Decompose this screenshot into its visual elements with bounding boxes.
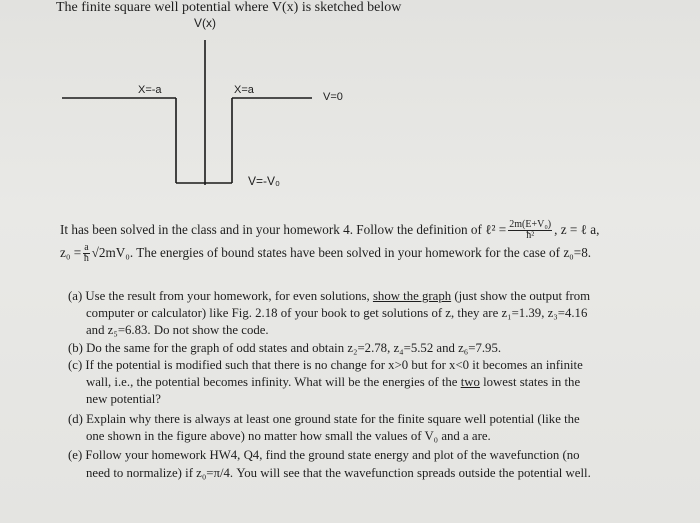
l2-denominator: ħ²: [526, 230, 535, 242]
question-a-text: (a) Use the result from your homework, for even solutions,: [68, 289, 370, 303]
left-edge-label: X=-a: [138, 84, 162, 96]
intro-text-1: It has been solved in the class and in your homework 4. Follow the definition of ℓ² =: [60, 222, 507, 237]
question-c-line-2: [86, 374, 580, 391]
z0-denominator: ħ: [83, 253, 89, 265]
intro-line-2: [60, 243, 591, 264]
z0-lhs: z₀ =: [60, 245, 82, 260]
show-the-graph-underlined: show the graph: [372, 289, 452, 303]
l2-numerator: 2m(E+V₀): [509, 219, 552, 231]
z0-fraction: [83, 243, 89, 264]
question-a-line-1: [68, 288, 590, 305]
question-e-line-2: need to normalize) if z₀=π/4. You will see that the wavefunction spreads outside the potential well.: [86, 466, 591, 480]
v-axis-label: V(x): [194, 16, 216, 30]
zero-level-label: V=0: [323, 91, 343, 103]
question-b-line-1: (b) Do the same for the graph of odd states and obtain z₂=2.78, z₄=5.52 and z₆=7.95.: [68, 341, 502, 355]
intro-line-1: [60, 220, 599, 241]
l2-fraction: [508, 220, 552, 241]
question-c-text: wall, i.e., the potential becomes infinity. What will be the energies of the: [86, 375, 458, 389]
intro-text-3: √2mV₀. The energies of bound states have been solved in your homework for the case of z₀=8.: [91, 245, 592, 260]
intro-text-2: , z = ℓ a,: [554, 222, 600, 237]
well-bottom-label: V=-V₀: [248, 174, 280, 188]
two-underlined: two: [460, 375, 480, 389]
question-c-text-cont: lowest states in the: [483, 375, 581, 389]
right-edge-label: X=a: [234, 84, 254, 96]
question-a-line-2: computer or calculator) like Fig. 2.18 of your book to get solutions of z, they are z₁=1.39, z₃=4.16: [86, 306, 588, 320]
question-a-text-cont: (just show the output from: [454, 289, 591, 303]
question-d-line-1: (d) Explain why there is always at least one ground state for the finite square well potential (like the: [68, 412, 580, 426]
question-e-line-1: (e) Follow your homework HW4, Q4, find the ground state energy and plot of the wavefunction (no: [68, 448, 580, 462]
page-title: The finite square well potential where V(x) is sketched below: [56, 0, 402, 15]
question-c-line-1: (c) If the potential is modified such that there is no change for x>0 but for x<0 it becomes an infinite: [68, 358, 583, 372]
question-c-line-3: new potential?: [86, 392, 161, 406]
question-d-line-2: one shown in the figure above) no matter how small the values of V₀ and a are.: [86, 429, 491, 443]
question-a-line-3: and z₅=6.83. Do not show the code.: [86, 323, 269, 337]
z0-numerator: a: [84, 242, 89, 254]
